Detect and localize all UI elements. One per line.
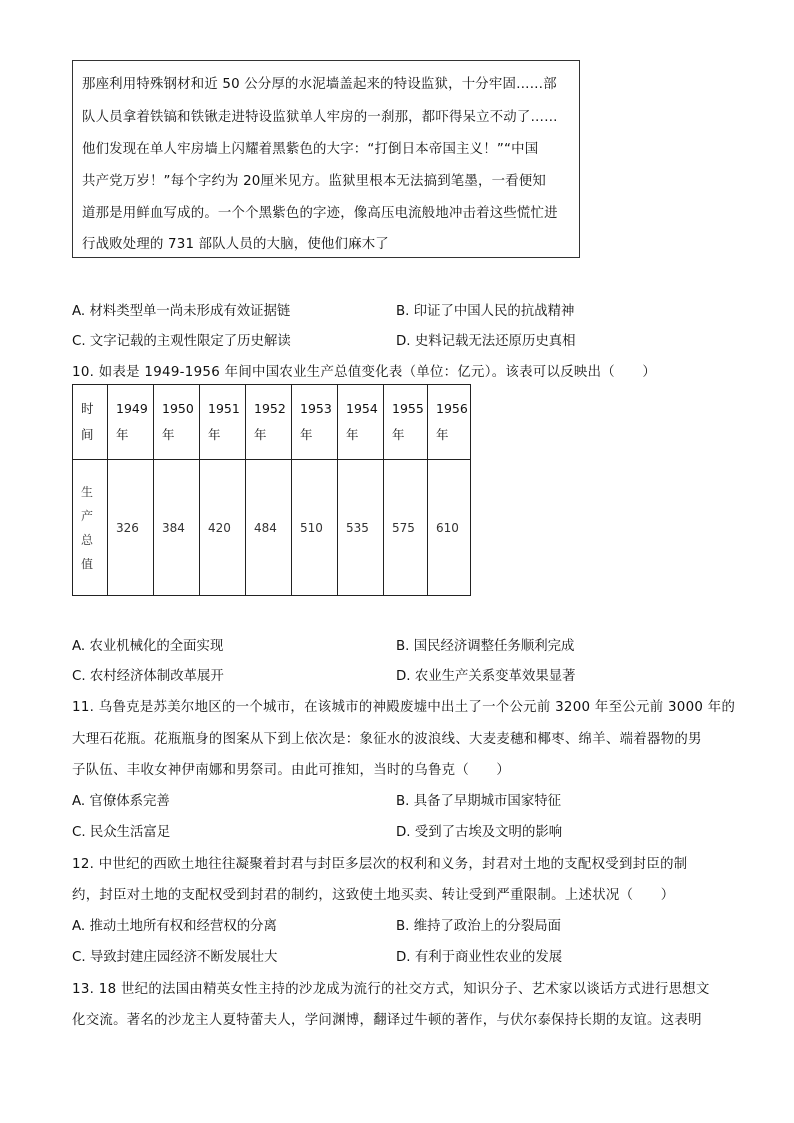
passage-line: 道那是用鲜血写成的。一个个黑紫色的字迹，像高压电流般地冲击着这些慌忙进 <box>82 206 558 221</box>
q9-option-a[interactable]: A. 材料类型单一尚未形成有效证据链 <box>72 304 291 319</box>
q12-stem-line: 12. 中世纪的西欧土地往往凝聚着封君与封臣多层次的权利和义务，封君对土地的支配权受到封臣的制 <box>72 857 688 872</box>
table-header-output: 生 产 总 值 <box>73 460 108 596</box>
passage-line: 那座利用特殊钢材和近 50 公分厚的水泥墙盖起来的特设监狱，十分牢固……部 <box>82 77 557 92</box>
table-year-cell: 1955 年 <box>384 385 428 460</box>
q9-option-b[interactable]: B. 印证了中国人民的抗战精神 <box>396 304 575 319</box>
passage-line: 共产党万岁！”每个字约为 20厘米见方。监狱里根本无法搞到笔墨，一看便知 <box>82 174 546 189</box>
q12-option-a[interactable]: A. 推动土地所有权和经营权的分离 <box>72 919 277 934</box>
table-year-cell: 1956 年 <box>428 385 471 460</box>
table-value-cell: 384 <box>154 460 200 596</box>
q13-stem-line: 化交流。著名的沙龙主人夏特蕾夫人，学问渊博，翻译过牛顿的著作，与伏尔泰保持长期的友谊。这表明 <box>72 1013 702 1028</box>
q10-option-c[interactable]: C. 农村经济体制改革展开 <box>72 669 224 684</box>
q11-stem-line: 11. 乌鲁克是苏美尔地区的一个城市，在该城市的神殿废墟中出土了一个公元前 3200 年至公元前 3000 年的 <box>72 700 736 715</box>
q12-option-c[interactable]: C. 导致封建庄园经济不断发展壮大 <box>72 950 278 965</box>
table-year-cell: 1951 年 <box>200 385 246 460</box>
q10-option-b[interactable]: B. 国民经济调整任务顺利完成 <box>396 639 575 654</box>
table-value-cell: 510 <box>292 460 338 596</box>
q13-stem-line: 13. 18 世纪的法国由精英女性主持的沙龙成为流行的社交方式，知识分子、艺术家以谈话方式进行思想文 <box>72 982 710 997</box>
table-year-cell: 1949 年 <box>108 385 154 460</box>
q9-option-c[interactable]: C. 文字记载的主观性限定了历史解读 <box>72 334 291 349</box>
q10-option-d[interactable]: D. 农业生产关系变革效果显著 <box>396 669 576 684</box>
table-value-cell: 484 <box>246 460 292 596</box>
q12-option-d[interactable]: D. 有利于商业性农业的发展 <box>396 950 563 965</box>
q12-stem-line: 约，封臣对土地的支配权受到封君的制约，这致使土地买卖、转让受到严重限制。上述状况（ ） <box>72 888 675 903</box>
table-year-cell: 1950 年 <box>154 385 200 460</box>
q11-option-a[interactable]: A. 官僚体系完善 <box>72 794 170 809</box>
table-value-cell: 326 <box>108 460 154 596</box>
table-year-cell: 1953 年 <box>292 385 338 460</box>
table-header-time: 时 间 <box>73 385 108 460</box>
q11-stem-line: 大理石花瓶。花瓶瓶身的图案从下到上依次是：象征水的波浪线、大麦麦穗和椰枣、绵羊、端着器物的男 <box>72 732 702 747</box>
passage-line: 队人员拿着铁镐和铁锹走进特设监狱单人牢房的一刹那，都吓得呆立不动了…… <box>82 110 558 125</box>
q11-option-c[interactable]: C. 民众生活富足 <box>72 825 171 840</box>
q10-stem: 10. 如表是 1949-1956 年间中国农业生产总值变化表（单位：亿元）。该表可以反映出（ ） <box>72 365 657 380</box>
table-value-cell: 535 <box>338 460 384 596</box>
agri-output-table <box>72 384 471 596</box>
passage-line: 他们发现在单人牢房墙上闪耀着黑紫色的大字：“打倒日本帝国主义！”“中国 <box>82 142 539 157</box>
q11-option-d[interactable]: D. 受到了古埃及文明的影响 <box>396 825 563 840</box>
q9-option-d[interactable]: D. 史料记载无法还原历史真相 <box>396 334 576 349</box>
q12-option-b[interactable]: B. 维持了政治上的分裂局面 <box>396 919 561 934</box>
table-value-cell: 575 <box>384 460 428 596</box>
table-row-values <box>73 460 471 596</box>
table-value-cell: 420 <box>200 460 246 596</box>
q10-option-a[interactable]: A. 农业机械化的全面实现 <box>72 639 224 654</box>
table-row-years <box>73 385 471 460</box>
q11-stem-line: 子队伍、丰收女神伊南娜和男祭司。由此可推知，当时的乌鲁克（ ） <box>72 763 511 778</box>
passage-line: 行战败处理的 731 部队人员的大脑，使他们麻木了 <box>82 237 389 252</box>
table-year-cell: 1952 年 <box>246 385 292 460</box>
table-year-cell: 1954 年 <box>338 385 384 460</box>
table-value-cell: 610 <box>428 460 471 596</box>
q11-option-b[interactable]: B. 具备了早期城市国家特征 <box>396 794 561 809</box>
